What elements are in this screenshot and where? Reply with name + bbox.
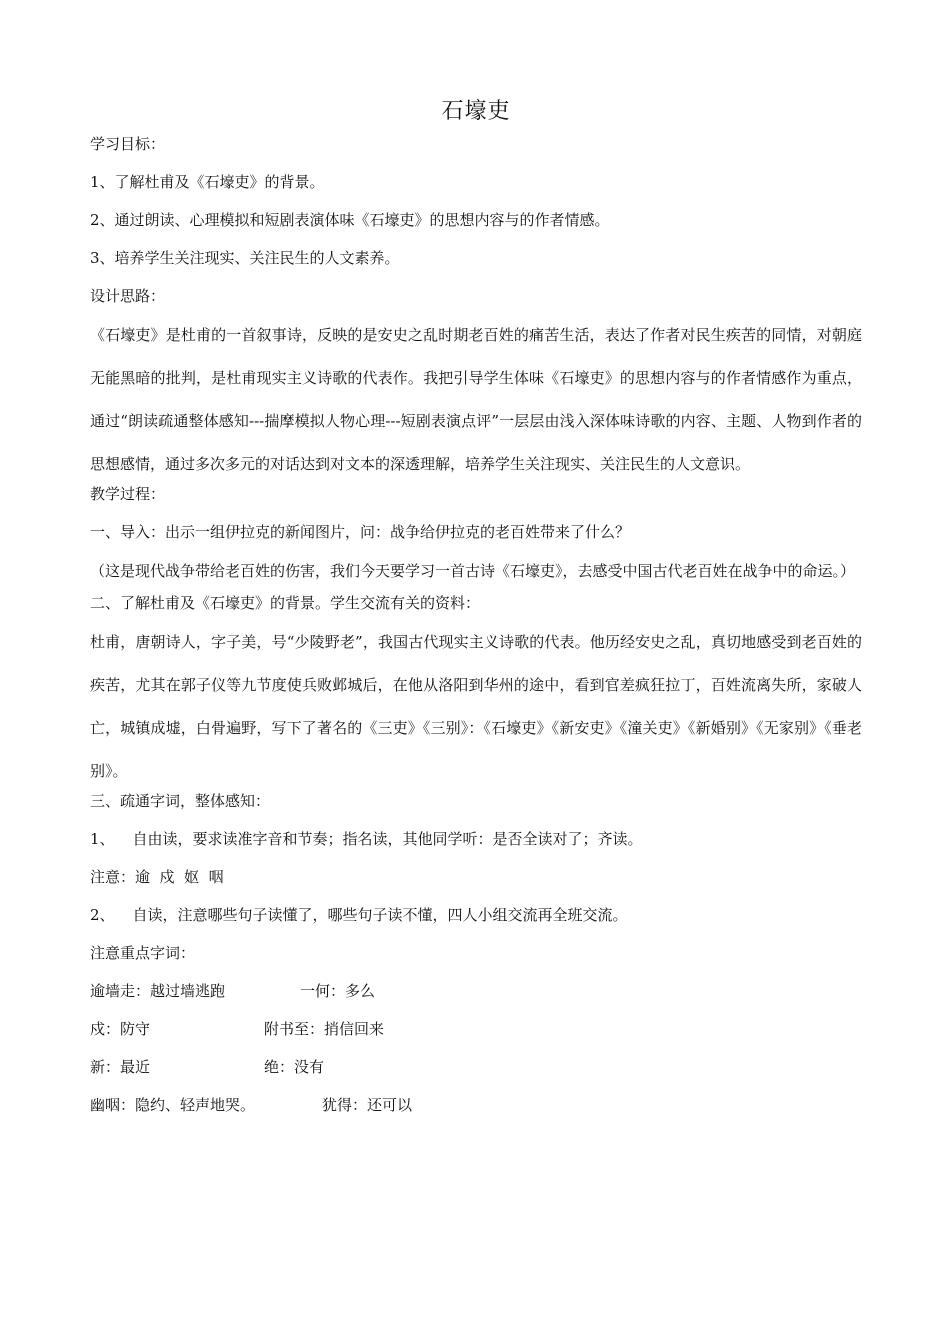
keywords-heading: 注意重点字词： (90, 944, 196, 962)
vocab-term: 逾墙走：越过墙逃跑 (90, 982, 226, 1000)
vocab-term: 犹得：还可以 (322, 1096, 413, 1114)
step-background: 二、了解杜甫及《石壕吏》的背景。学生交流有关的资料： (90, 594, 481, 612)
vocab-term: 戍：防守 (90, 1020, 151, 1038)
task-text: 自由读，要求读准字音和节奏；指名读，其他同学听：是否全读对了；齐读。 (132, 830, 643, 848)
document-page (90, 96, 862, 1131)
vocab-term: 一何：多么 (300, 982, 376, 1000)
design-paragraph: 《石壕吏》是杜甫的一首叙事诗，反映的是安史之乱时期老百姓的痛苦生活，表达了作者对民生疾苦的同情，对朝庭无能黑暗的批判，是杜甫现实主义诗歌的代表作。我把引导学生体味《石壕吏》的思想内容与的作者情感作为重点，通过“朗读疏通整体感知---揣摩模拟人物心理---短剧表演点评”一层层由浅入深体味诗歌的内容、主题、人物到作者的思想感情，通过多次多元的对话达到对文本的深透理解，培养学生关注现实、关注民生的人文意识。 (90, 326, 862, 473)
vocab-row (90, 1055, 862, 1079)
goal-item: 1、了解杜甫及《石壕吏》的背景。 (90, 173, 325, 191)
vocab-term: 幽咽：隐约、轻声地哭。 (90, 1096, 256, 1114)
goal-item: 3、培养学生关注现实、关注民生的人文素养。 (90, 249, 400, 267)
task-number: 1、 (90, 830, 115, 848)
task-number: 2、 (90, 906, 115, 924)
vocab-task-1 (90, 827, 862, 851)
vocab-term: 新：最近 (90, 1058, 151, 1076)
task-text: 自读，注意哪些句子读懂了，哪些句子读不懂，四人小组交流再全班交流。 (132, 906, 628, 924)
note-characters: 注意：逾 戍 妪 咽 (90, 868, 224, 886)
step-vocabulary: 三、疏通字词，整体感知： (90, 792, 271, 810)
vocab-term: 绝：没有 (264, 1058, 325, 1076)
goals-heading: 学习目标： (90, 135, 166, 153)
step-intro: 一、导入：出示一组伊拉克的新闻图片，问：战争给伊拉克的老百姓带来了什么？ (90, 523, 631, 541)
background-paragraph: 杜甫，唐朝诗人，字子美，号“少陵野老”，我国古代现实主义诗歌的代表。他历经安史之乱，真切地感受到老百姓的疾苦，尤其在郭子仪等九节度使兵败邺城后，在他从洛阳到华州的途中，看到官差疯狂拉丁，百姓流离失所，家破人亡，城镇成墟，白骨遍野，写下了著名的《三吏》《三别》：《石壕吏》《新安吏》《潼关吏》《新婚别》《无家别》《垂老别》。 (90, 633, 862, 780)
design-heading: 设计思路： (90, 287, 166, 305)
goal-item: 2、通过朗读、心理模拟和短剧表演体味《石壕吏》的思想内容与的作者情感。 (90, 211, 610, 229)
step-intro-note: （这是现代战争带给老百姓的伤害，我们今天要学习一首古诗《石壕吏》，去感受中国古代老百姓在战争中的命运。） (90, 562, 856, 580)
process-heading: 教学过程： (90, 485, 166, 503)
vocab-row (90, 979, 862, 1003)
vocab-row (90, 1017, 862, 1041)
page-title: 石壕吏 (441, 99, 511, 124)
vocab-row (90, 1093, 862, 1117)
vocab-term: 附书至：捎信回来 (264, 1020, 385, 1038)
vocab-task-2 (90, 903, 862, 927)
